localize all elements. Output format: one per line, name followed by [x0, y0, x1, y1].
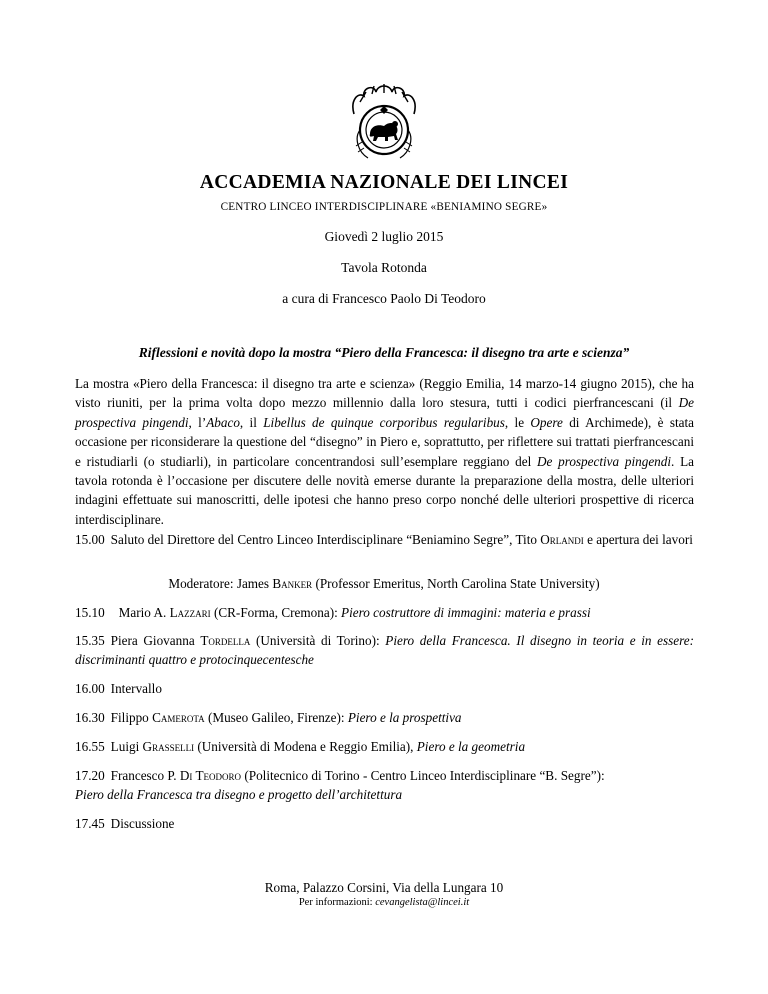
- moderator-line: Moderatore: James Banker (Professor Emeritus, North Carolina State University): [168, 576, 600, 591]
- contact-info: Per informazioni: cevangelista@lincei.it: [298, 897, 470, 908]
- program-item: 15.35 Piera Giovanna Tordella (Università di Torino): Piero della Francesca. Il disegno in teoria e in essere: discriminanti quattro e protocinquecentesche: [75, 633, 694, 668]
- event-curator: a cura di Francesco Paolo Di Teodoro: [282, 291, 486, 306]
- event-type: Tavola Rotonda: [341, 260, 427, 275]
- venue-address: Roma, Palazzo Corsini, Via della Lungara 10: [264, 880, 504, 895]
- event-date: Giovedì 2 luglio 2015: [324, 229, 444, 244]
- lincei-emblem-icon: [340, 80, 428, 168]
- program-item: 16.00 Intervallo: [75, 681, 162, 696]
- program-item: 17.20 Francesco P. Di Teodoro (Politecnico di Torino - Centro Linceo Interdisciplinare “B. Segre”): Piero della Francesca tra disegno e progetto dell’architettura: [75, 768, 605, 803]
- program-item: 15.10 Mario A. Lazzari (CR-Forma, Cremona): Piero costruttore di immagini: materia e prassi: [75, 605, 591, 620]
- program-item: 17.45 Discussione: [75, 816, 175, 831]
- program-item: 16.30 Filippo Camerota (Museo Galileo, Firenze): Piero e la prospettiva: [75, 710, 462, 725]
- center-subtitle: CENTRO LINCEO INTERDISCIPLINARE «BENIAMINO SEGRE»: [220, 201, 548, 213]
- program-item: 15.00 Saluto del Direttore del Centro Linceo Interdisciplinare “Beniamino Segre”, Tito Orlandi e apertura dei lavori: [75, 532, 693, 547]
- program-item: 16.55 Luigi Grasselli (Università di Modena e Reggio Emilia), Piero e la geometria: [75, 739, 526, 754]
- academy-title: ACCADEMIA NAZIONALE DEI LINCEI: [199, 172, 569, 193]
- intro-paragraph: La mostra «Piero della Francesca: il disegno tra arte e scienza» (Reggio Emilia, 14 marzo-14 giugno 2015), che ha visto riuniti, per la prima volta dopo mezzo millennio dalla loro stesura, tutti i codici pierfrancescani (il De prospectiva pingendi, l’Abaco, il Libellus de quinque corporibus regularibus, le Opere di Archimede), è stata occasione per riconsiderare la questione del “disegno” in Piero e, soprattutto, per riflettere sui trattati pierfrancescani e ristudiarli (o studiarli), in particolare concentrandosi sull’esemplare reggiano del De prospectiva pingendi. La tavola rotonda è l’occasione per discutere delle novità emerse durante la preparazione della mostra, delle ulteriori indagini effettuate sui manoscritti, delle ipotesi che hanno preso corpo nonché delle ulteriori prospettive di ricerca interdisciplinare.: [75, 376, 695, 527]
- contact-email: cevangelista@lincei.it: [375, 897, 470, 908]
- event-title: Riflessioni e novità dopo la mostra “Piero della Francesca: il disegno tra arte e scienza”: [138, 345, 630, 360]
